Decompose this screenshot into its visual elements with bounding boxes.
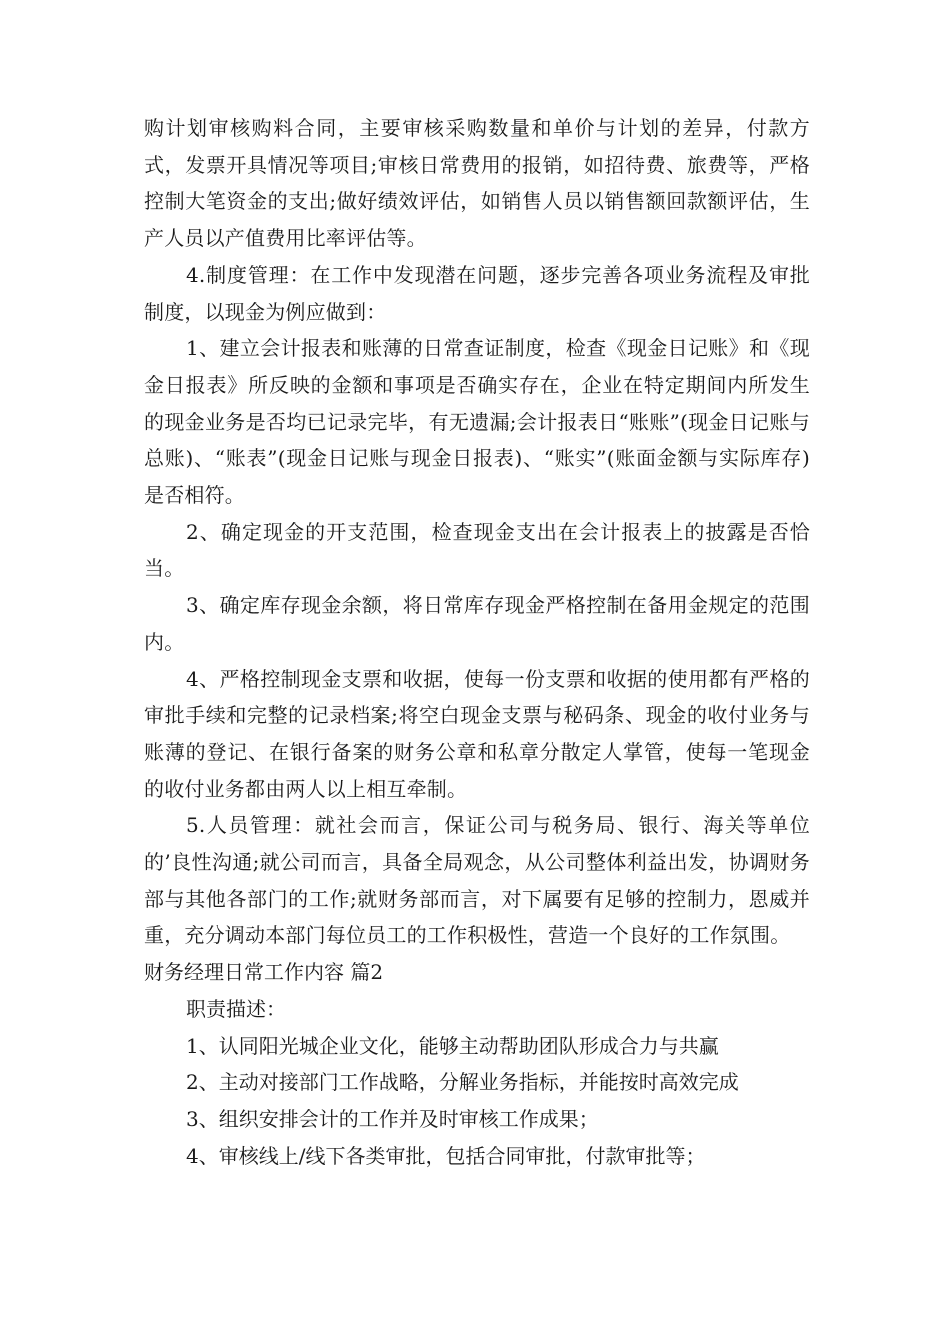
- paragraph-procurement-review: 购计划审核购料合同，主要审核采购数量和单价与计划的差异，付款方式，发票开具情况等项目;审核日常费用的报销，如招待费、旅费等，严格控制大笔资金的支出;做好绩效评估，如销售人员以销售额回款额评估，生产人员以产值费用比率评估等。: [144, 116, 810, 251]
- duty-item: 2、主动对接部门工作战略，分解业务指标，并能按时高效完成: [186, 1070, 739, 1095]
- paragraph-cash-item-1: 1、建立会计报表和账薄的日常查证制度，检查《现金日记账》和《现金日报表》所反映的金额和事项是否确实存在，企业在特定期间内所发生的现金业务是否均已记录完毕，有无遗漏;会计报表日“账账”(现金日记账与总账)、“账表”(现金日记账与现金日报表)、“账实”(账面金额与实际库存)是否相符。: [144, 336, 810, 508]
- duties-title: 职责描述：: [186, 996, 286, 1021]
- duty-item: 1、认同阳光城企业文化，能够主动帮助团队形成合力与共赢: [186, 1033, 719, 1058]
- paragraph-personnel-management: 5.人员管理：就社会而言，保证公司与税务局、银行、海关等单位的’良性沟通;就公司而言，具备全局观念，从公司整体利益出发，协调财务部与其他各部门的工作;就财务部而言，对下属要有足够的控制力，恩威并重，充分调动本部门每位员工的工作积极性，营造一个良好的工作氛围。: [144, 813, 810, 948]
- paragraph-cash-item-3: 3、确定库存现金余额，将日常库存现金严格控制在备用金规定的范围内。: [144, 593, 810, 654]
- paragraph-cash-item-4: 4、严格控制现金支票和收据，使每一份支票和收据的使用都有严格的审批手续和完整的记录档案;将空白现金支票与秘码条、现金的收付业务与账薄的登记、在银行备案的财务公章和私章分散定人掌管，使每一笔现金的收付业务都由两人以上相互牵制。: [144, 666, 810, 801]
- duty-item: 3、组织安排会计的工作并及时审核工作成果；: [186, 1106, 599, 1131]
- section-heading: 财务经理日常工作内容 篇2: [144, 960, 384, 985]
- duty-item: 4、审核线上/线下各类审批，包括合同审批，付款审批等；: [186, 1143, 706, 1168]
- paragraph-system-management: 4.制度管理：在工作中发现潜在问题，逐步完善各项业务流程及审批制度，以现金为例应做到：: [144, 262, 810, 324]
- document-page: [144, 110, 810, 1174]
- paragraph-cash-item-2: 2、确定现金的开支范围，检查现金支出在会计报表上的披露是否恰当。: [144, 519, 810, 581]
